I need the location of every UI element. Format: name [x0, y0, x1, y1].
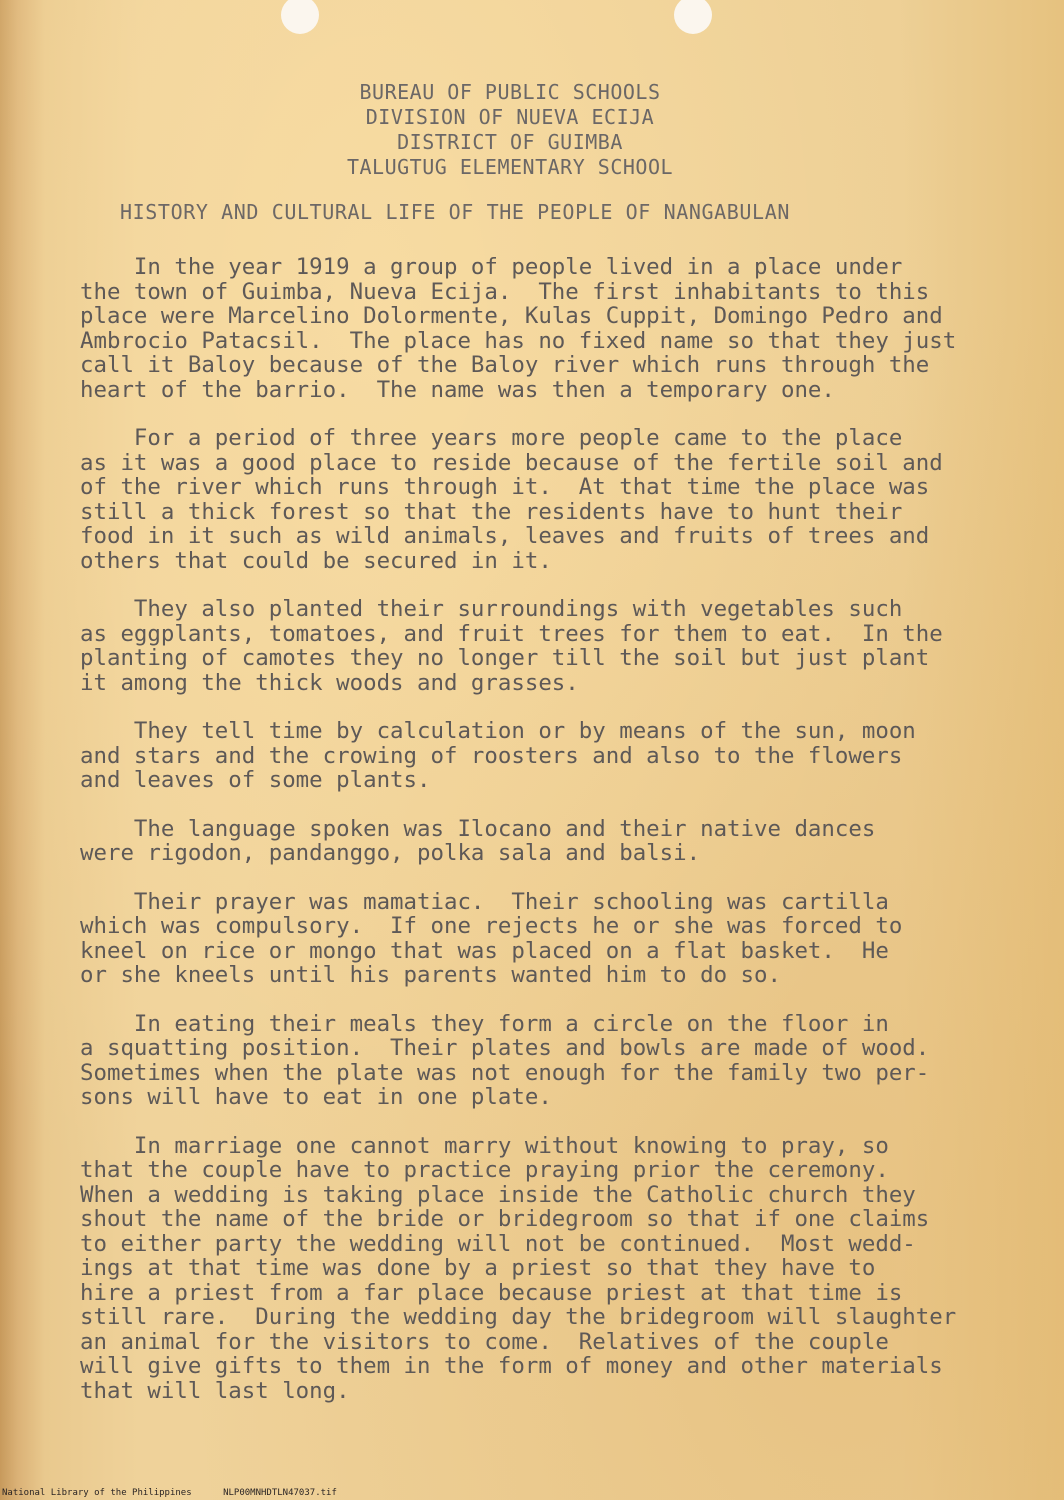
text-line: call it Baloy because of the Baloy river which runs through the — [80, 352, 930, 378]
library-credit: National Library of the Philippines — [2, 1488, 192, 1498]
text-line: or she kneels until his parents wanted him to do so. — [80, 962, 781, 988]
letterhead-line: DISTRICT OF GUIMBA — [397, 130, 623, 154]
text-line: In the year 1919 a group of people lived in a place under — [80, 254, 903, 280]
text-line: hire a priest from a far place because priest at that time is — [80, 1279, 903, 1306]
text-line: kneel on rice or mongo that was placed on a flat basket. He — [80, 937, 889, 964]
text-line: still a thick forest so that the residents have to hunt their — [80, 498, 903, 525]
text-line: as eggplants, tomatoes, and fruit trees for them to eat. In the — [80, 620, 943, 647]
paragraph — [80, 426, 1030, 573]
text-line: They also planted their surroundings with vegetables such — [80, 596, 903, 622]
text-line: sons will have to eat in one plate. — [80, 1084, 552, 1110]
text-line: ings at that time was done by a priest so that they have to — [80, 1255, 876, 1281]
text-line: others that could be secured in it. — [80, 547, 552, 574]
text-line: planting of camotes they no longer till the soil but just plant — [80, 645, 930, 671]
text-line: were rigodon, pandanggo, polka sala and balsi. — [80, 840, 701, 866]
text-line: food in it such as wild animals, leaves and fruits of trees and — [80, 523, 930, 549]
text-line: Ambrocio Patacsil. The place has no fixed name so that they just — [80, 327, 957, 354]
text-line: When a wedding is taking place inside the Catholic church they — [80, 1181, 916, 1208]
paragraph — [80, 1012, 1030, 1110]
text-line: They tell time by calculation or by means of the sun, moon — [80, 718, 916, 744]
text-line: it among the thick woods and grasses. — [80, 669, 579, 696]
letterhead — [200, 80, 820, 180]
paragraph — [80, 255, 1030, 402]
paragraph — [80, 1134, 1030, 1404]
text-line: that the couple have to practice praying prior the ceremony. — [80, 1157, 889, 1183]
text-line: In marriage one cannot marry without knowing to pray, so — [80, 1132, 889, 1159]
text-line: In eating their meals they form a circle on the floor in — [80, 1010, 889, 1037]
text-line: as it was a good place to reside because of the fertile soil and — [80, 449, 943, 476]
text-line: of the river which runs through it. At that time the place was — [80, 474, 930, 500]
text-line: which was compulsory. If one rejects he or she was forced to — [80, 913, 903, 939]
paragraph — [80, 597, 1030, 695]
letterhead-line: BUREAU OF PUBLIC SCHOOLS — [359, 80, 661, 104]
text-line: shout the name of the bride or bridegroom so that if one claims — [80, 1206, 930, 1232]
text-line: place were Marcelino Dolormente, Kulas Cuppit, Domingo Pedro and — [80, 303, 943, 329]
text-line: that will last long. — [80, 1377, 350, 1404]
scan-footer — [2, 1488, 337, 1498]
text-line: Their prayer was mamatiac. Their schooling was cartilla — [80, 888, 889, 915]
letterhead-line: TALUGTUG ELEMENTARY SCHOOL — [346, 155, 674, 179]
text-line: For a period of three years more people came to the place — [80, 425, 903, 451]
document-body — [80, 255, 1030, 1427]
text-line: and leaves of some plants. — [80, 767, 431, 793]
letterhead-line: DIVISION OF NUEVA ECIJA — [365, 105, 655, 129]
file-name: NLP00MNHDTLN47037.tif — [223, 1488, 337, 1498]
punch-hole — [281, 0, 319, 34]
text-line: Sometimes when the plate was not enough for the family two per- — [80, 1059, 930, 1086]
document-title: HISTORY AND CULTURAL LIFE OF THE PEOPLE OF NANGABULAN — [120, 200, 790, 224]
text-line: will give gifts to them in the form of money and other materials — [80, 1353, 943, 1379]
text-line: still rare. During the wedding day the bridegroom will slaughter — [80, 1304, 957, 1330]
text-line: a squatting position. Their plates and bowls are made of wood. — [80, 1035, 930, 1061]
text-line: The language spoken was Ilocano and their native dances — [80, 815, 876, 842]
text-line: an animal for the visitors to come. Relatives of the couple — [80, 1328, 889, 1355]
paragraph — [80, 719, 1030, 793]
text-line: heart of the barrio. The name was then a temporary one. — [80, 376, 835, 403]
punch-hole — [674, 0, 712, 34]
paragraph — [80, 890, 1030, 988]
paragraph — [80, 817, 1030, 866]
text-line: to either party the wedding will not be continued. Most wedd- — [80, 1230, 916, 1257]
text-line: the town of Guimba, Nueva Ecija. The first inhabitants to this — [80, 278, 930, 305]
text-line: and stars and the crowing of roosters and also to the flowers — [80, 742, 903, 769]
